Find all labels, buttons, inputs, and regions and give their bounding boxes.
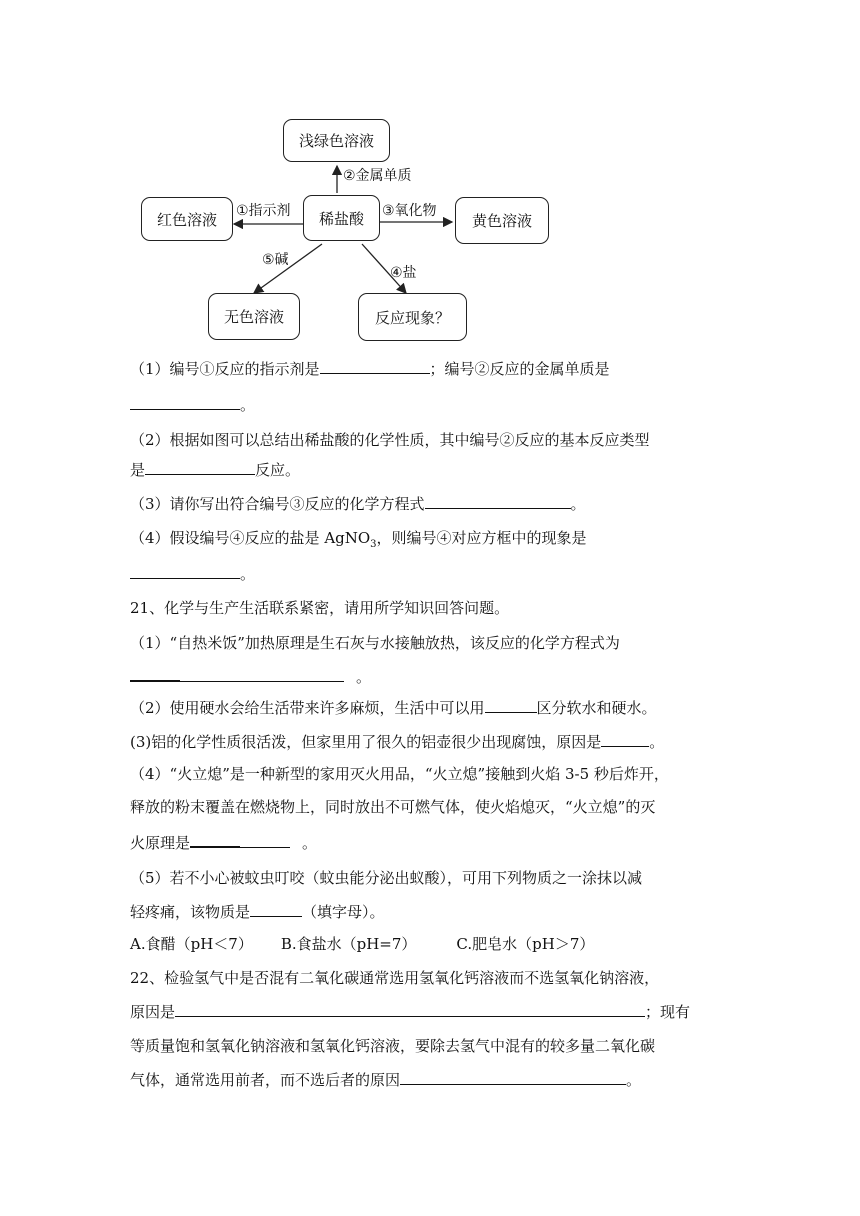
answer-blank[interactable]	[485, 698, 537, 713]
q22-line2	[130, 1002, 690, 1022]
q22-l4-text: 气体，通常选用前者，而不选后者的原因	[130, 1071, 401, 1089]
answer-blank[interactable]	[320, 359, 430, 374]
q21-p1-end: 。	[356, 668, 372, 686]
q20-p4-text2: ，则编号④对应方框中的现象是	[376, 529, 587, 547]
q20-part1	[130, 359, 610, 379]
q21-p4-end: 。	[302, 834, 318, 852]
q22-l4-end: 。	[626, 1071, 642, 1089]
q20-part4-cont	[130, 564, 255, 584]
q20-p1-end: 。	[240, 396, 256, 414]
q21-part1: （1）“自热米饭”加热原理是生石灰与水接触放热，该反应的化学方程式为	[130, 634, 620, 652]
q22-line4	[130, 1070, 641, 1090]
q20-p2-text2: 反应。	[255, 461, 301, 479]
q21-part4-cont1: 释放的粉末覆盖在燃烧物上，同时放出不可燃气体，使火焰熄灭，“火立熄”的灭	[130, 798, 656, 816]
q22-line3: 等质量饱和氢氧化钠溶液和氢氧化钙溶液，要除去氢气中混有的较多量二氧化碳	[130, 1037, 656, 1055]
q21-p2-text: （2）使用硬水会给生活带来许多麻烦，生活中可以用	[130, 699, 485, 717]
q20-p1-text2: ；编号②反应的金属单质是	[429, 360, 610, 378]
top-box: 浅绿色溶液	[283, 119, 390, 162]
q21-part5-cont	[130, 902, 385, 922]
q22-l2-text: 原因是	[130, 1003, 176, 1021]
q21-p2-text2: 区分软水和硬水。	[536, 699, 657, 717]
option-c: C.肥皂水（pH＞7）	[456, 935, 595, 953]
q20-p3-end: 。	[570, 495, 586, 513]
answer-blank[interactable]	[130, 395, 240, 410]
q20-part3	[130, 494, 586, 514]
answer-blank[interactable]	[145, 460, 255, 475]
q20-p4-text: （4）假设编号④反应的盐是 AgNO	[130, 529, 371, 547]
answer-blank[interactable]	[601, 732, 649, 747]
answer-blank[interactable]	[250, 902, 302, 917]
answer-blank[interactable]	[175, 1002, 645, 1017]
q20-p3-text: （3）请你写出符合编号③反应的化学方程式	[130, 495, 425, 513]
answer-blank[interactable]	[240, 833, 290, 848]
q20-p4-sub: 3	[370, 539, 377, 550]
q20-part2-cont	[130, 460, 300, 480]
q21-p3-end: 。	[649, 733, 665, 751]
answer-blank[interactable]	[400, 1070, 626, 1085]
edge-label-metal: ②金属单质	[343, 168, 412, 184]
q20-part4	[130, 528, 587, 555]
q21-part5: （5）若不小心被蚊虫叮咬（蚊虫能分泌出蚁酸），可用下列物质之一涂抹以减	[130, 869, 643, 887]
left-box: 红色溶液	[141, 197, 233, 241]
q20-part2: （2）根据如图可以总结出稀盐酸的化学性质，其中编号②反应的基本反应类型	[130, 431, 650, 449]
q20-p1-text: （1）编号①反应的指示剂是	[130, 360, 320, 378]
edge-label-salt: ④盐	[390, 265, 417, 281]
hydrochloric-acid-diagram	[0, 0, 860, 350]
bottom-right-box: 反应现象？	[358, 293, 467, 341]
q21-part2	[130, 698, 657, 718]
q21-part1-cont	[130, 666, 371, 687]
q20-part1-cont	[130, 395, 255, 415]
q20-p4-end: 。	[240, 565, 256, 583]
edge-label-indicator: ①指示剂	[236, 203, 291, 219]
center-box: 稀盐酸	[303, 195, 380, 241]
q21-stem: 21、化学与生产生活联系紧密，请用所学知识回答问题。	[130, 599, 510, 617]
option-b: B.食盐水（pH=7）	[280, 935, 417, 953]
q21-p3-text: (3)铝的化学性质很活泼，但家里用了很久的铝壶很少出现腐蚀，原因是	[130, 733, 602, 751]
q21-p5-text2: （填字母）。	[302, 903, 385, 921]
answer-blank[interactable]	[190, 832, 240, 848]
answer-blank[interactable]	[130, 564, 240, 579]
edge-label-base: ⑤碱	[262, 252, 289, 268]
q22-l2-text2: ；现有	[645, 1003, 691, 1021]
option-a: A.食醋（pH＜7）	[130, 935, 253, 953]
answer-blank[interactable]	[425, 494, 571, 509]
answer-blank[interactable]	[130, 666, 180, 682]
q21-part4: （4）“火立熄”是一种新型的家用灭火用品，“火立熄”接触到火焰 3-5 秒后炸开，	[130, 765, 669, 783]
q21-p4-text: 火原理是	[130, 834, 191, 852]
q21-part3	[130, 732, 664, 752]
q20-p2-text: 是	[130, 461, 146, 479]
edge-label-oxide: ③氧化物	[382, 203, 437, 219]
q21-part4-cont2	[130, 832, 317, 853]
bottom-left-box: 无色溶液	[208, 293, 300, 340]
q21-options	[130, 934, 594, 954]
right-box: 黄色溶液	[455, 197, 549, 244]
q21-p5-text: 轻疼痛，该物质是	[130, 903, 251, 921]
q22-line1: 22、检验氢气中是否混有二氧化碳通常选用氢氧化钙溶液而不选氢氧化钠溶液，	[130, 969, 660, 987]
answer-blank[interactable]	[180, 667, 344, 682]
